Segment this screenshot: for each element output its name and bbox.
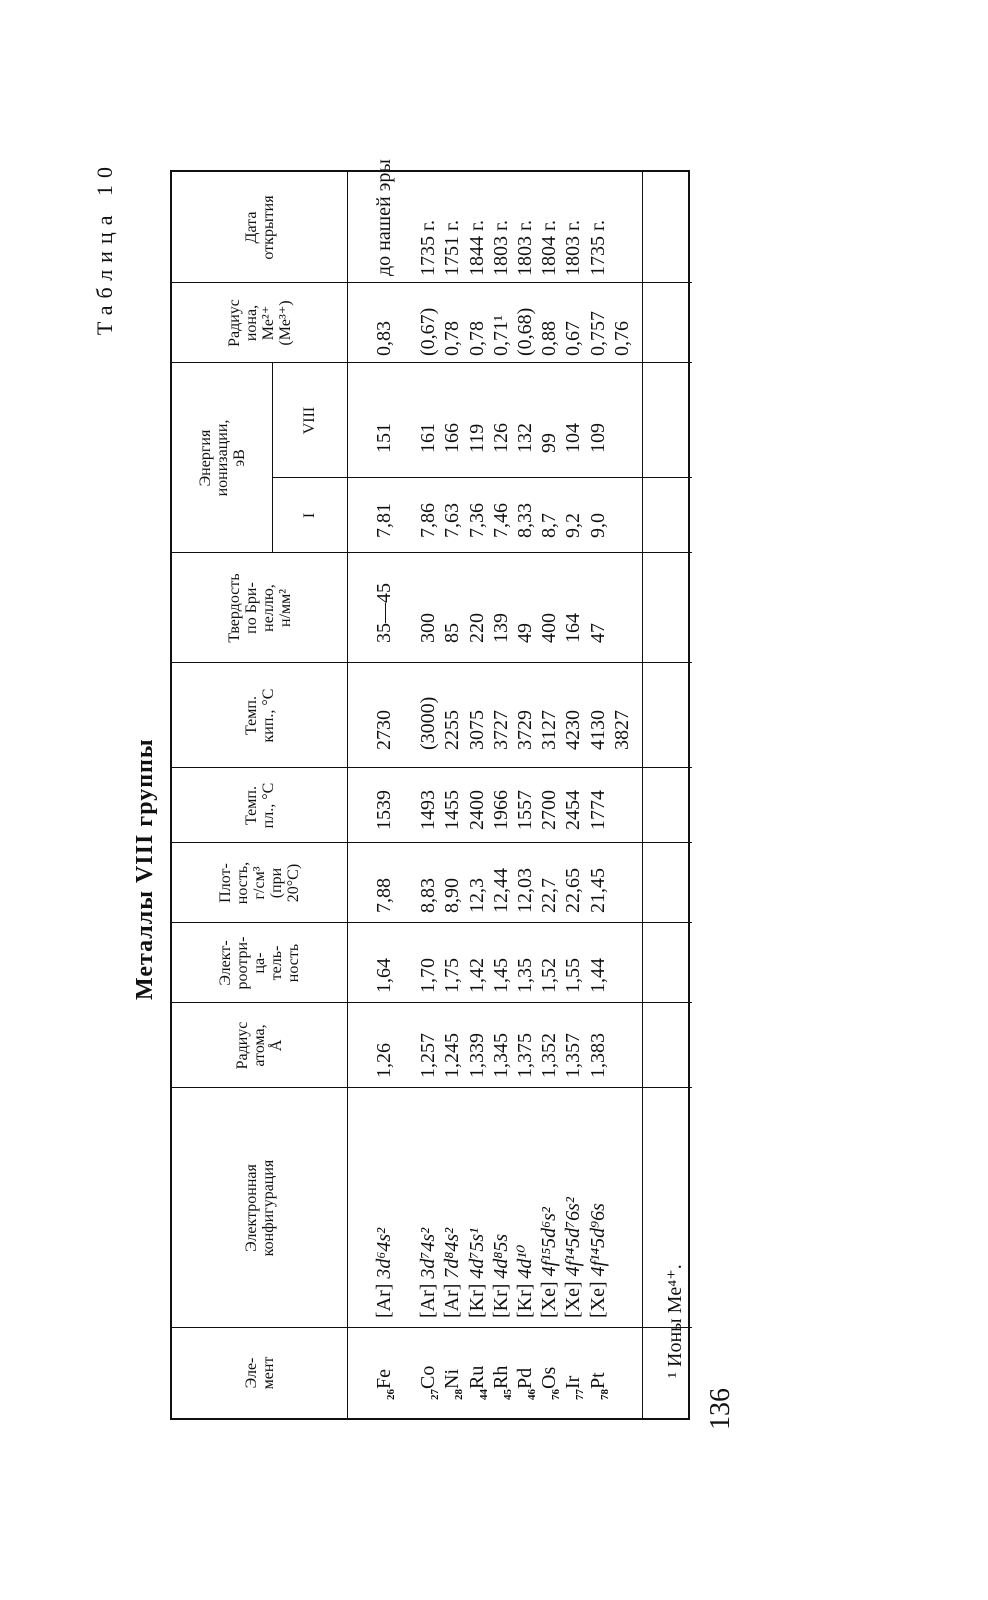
ionization-i [561, 503, 585, 538]
brinell-hardness-value: 164 [562, 613, 585, 643]
ionization-viii-value: 99 [538, 433, 561, 453]
element-name: Ru [465, 1365, 488, 1389]
ionization-i-value: 7,36 [465, 503, 488, 538]
boiling-point-value: 3075 [465, 710, 488, 750]
discovery-date-value: 1803 г. [562, 220, 585, 276]
brinell-hardness-value: 220 [465, 613, 488, 643]
brinell-hardness [561, 583, 585, 643]
density [372, 868, 396, 913]
data-table [170, 159, 690, 1420]
melting-point-value: 1557 [513, 790, 536, 830]
ionization-viii [440, 423, 464, 453]
noble-core: [Ar] [441, 1278, 464, 1318]
atom-radius [537, 1033, 561, 1078]
atomic-number: 78 [598, 1389, 611, 1400]
ion-radius [440, 308, 464, 356]
atom-radius [465, 1033, 489, 1078]
ionization-i-value: 7,46 [489, 503, 512, 538]
electronegativity [537, 958, 561, 993]
column-ion-i [372, 503, 610, 538]
ionization-viii-value: 151 [373, 423, 395, 453]
discovery-date-value: 1751 г. [441, 220, 464, 276]
ionization-viii-value: 126 [489, 423, 512, 453]
ion-radius-value: 0,757 [586, 311, 609, 356]
discovery-date [586, 159, 610, 276]
boiling-point [513, 697, 537, 750]
column-ion-radius [372, 308, 634, 356]
discovery-date [372, 159, 396, 276]
melting-point [372, 790, 396, 830]
boiling-point [372, 697, 396, 750]
melting-point [489, 790, 513, 830]
ion-radius [586, 308, 610, 356]
electronegativity [465, 958, 489, 993]
noble-core: [Ar] [417, 1278, 440, 1318]
valence-config: 4f¹⁴5d⁹6s [586, 1203, 609, 1277]
brinell-hardness-value: 139 [489, 613, 512, 643]
boiling-point-value: 3827 [610, 710, 633, 750]
valence-config: 3d⁷4s² [417, 1227, 440, 1279]
atom-radius-value: 1,383 [586, 1033, 609, 1078]
brinell-hardness-value: 400 [538, 613, 561, 643]
melting-point-value: 1455 [441, 790, 464, 830]
electronegativity-value: 1,52 [538, 958, 561, 993]
ionization-i-value: 8,7 [538, 513, 561, 538]
ion-radius-value: (0,67) [417, 307, 440, 356]
ion-radius [372, 308, 396, 356]
column-config [372, 1197, 610, 1318]
electronegativity [416, 958, 440, 993]
ionization-viii [372, 423, 396, 453]
brinell-hardness-value: 35—45 [373, 583, 395, 643]
discovery-date-value: 1735 г. [586, 220, 609, 276]
ionization-i-value: 8,33 [513, 503, 536, 538]
electronegativity [372, 958, 396, 993]
density-value: 12,44 [489, 868, 512, 913]
discovery-date [465, 159, 489, 276]
noble-core: [Xe] [586, 1276, 609, 1318]
electron-config [513, 1197, 537, 1318]
ion-radius-value: 0,78 [465, 321, 488, 356]
electronegativity-value: 1,44 [586, 958, 609, 993]
header-discovery: Дата открытия [242, 195, 277, 260]
boiling-point [489, 697, 513, 750]
ionization-viii-value: 166 [441, 423, 464, 453]
atom-radius-value: 1,26 [373, 1043, 395, 1078]
atom-radius-value: 1,245 [441, 1033, 464, 1078]
noble-core: [Xe] [538, 1276, 561, 1318]
discovery-date-value: 1803 г. [489, 220, 512, 276]
electron-config [440, 1197, 464, 1318]
header-density: Плот- ность, г/см³ (при 20°С) [217, 861, 302, 905]
melting-point-value: 1774 [586, 790, 609, 830]
atom-radius [513, 1033, 537, 1078]
valence-config: 4f¹⁴5d⁷6s² [562, 1197, 585, 1277]
ionization-i [489, 503, 513, 538]
footnote-rule [642, 172, 643, 1418]
element-name: Os [538, 1366, 561, 1389]
boiling-point [610, 697, 634, 750]
electronegativity-value: 1,75 [441, 958, 464, 993]
melting-point [440, 790, 464, 830]
header-ion-radius: Радиус иона, Me²⁺ (Me³⁺) [225, 299, 294, 347]
noble-core: [Kr] [465, 1278, 488, 1318]
brinell-hardness [440, 583, 464, 643]
ionization-viii [561, 423, 585, 453]
ionization-viii [465, 423, 489, 453]
ionization-viii [586, 423, 610, 453]
atom-radius-value: 1,257 [417, 1033, 440, 1078]
column-melt [372, 790, 610, 830]
density-value: 22,65 [562, 868, 585, 913]
electron-config [465, 1197, 489, 1318]
melting-point-value: 2400 [465, 790, 488, 830]
atom-radius [561, 1033, 585, 1078]
ion-radius-value: 0,78 [441, 321, 464, 356]
electronegativity [561, 958, 585, 993]
atomic-number: 27 [429, 1389, 442, 1400]
ion-radius-value: 0,83 [373, 321, 395, 356]
header-ion-i: I [301, 512, 318, 519]
electron-config [586, 1197, 610, 1318]
ionization-viii [416, 423, 440, 453]
boiling-point-value: 3729 [513, 710, 536, 750]
melting-point [513, 790, 537, 830]
ionization-viii [537, 423, 561, 453]
column-hardness [372, 583, 610, 643]
density [465, 868, 489, 913]
footnote: ¹ Ионы Me⁴⁺. [664, 1264, 686, 1378]
boiling-point-value: 3127 [538, 710, 561, 750]
ionization-viii-value: 109 [586, 423, 609, 453]
boiling-point [586, 697, 610, 750]
boiling-point-value: 4130 [586, 710, 609, 750]
electronegativity-value: 1,70 [417, 958, 440, 993]
density [416, 868, 440, 913]
brinell-hardness [465, 583, 489, 643]
electronegativity-value: 1,35 [513, 958, 536, 993]
boiling-point [416, 697, 440, 750]
boiling-point-value: 3727 [489, 710, 512, 750]
discovery-date [561, 159, 585, 276]
boiling-point-value: 4230 [562, 710, 585, 750]
noble-core: [Ar] [373, 1278, 395, 1318]
discovery-date [537, 159, 561, 276]
column-discovery [372, 159, 610, 276]
header-ionization: Энергия ионизации, эВ [196, 419, 248, 497]
ion-radius-value: 0,67 [562, 321, 585, 356]
discovery-date [489, 159, 513, 276]
ion-radius [416, 308, 440, 356]
header-boil: Темп. кип., °С [242, 688, 277, 743]
noble-core: [Kr] [489, 1278, 512, 1318]
atomic-number: 28 [453, 1389, 466, 1400]
header-config: Электронная конфигурация [242, 1159, 277, 1257]
header-hardness: Твердость по Бри- неллю, н/мм² [225, 573, 294, 643]
ionization-i [513, 503, 537, 538]
discovery-date-value: 1735 г. [417, 220, 440, 276]
boiling-point-value: (3000) [417, 696, 440, 750]
electronegativity [440, 958, 464, 993]
boiling-point-value: 2255 [441, 710, 464, 750]
electron-config [537, 1197, 561, 1318]
melting-point [416, 790, 440, 830]
density-value: 8,90 [441, 878, 464, 913]
atom-radius [440, 1033, 464, 1078]
density-value: 7,88 [373, 878, 395, 913]
density-value: 8,83 [417, 878, 440, 913]
brinell-hardness [586, 583, 610, 643]
element-symbol [561, 1366, 585, 1400]
ion-radius-value: (0,68) [513, 307, 536, 356]
melting-point-value: 1493 [417, 790, 440, 830]
density-value: 22,7 [538, 878, 561, 913]
brinell-hardness [513, 583, 537, 643]
ionization-i-value: 9,0 [586, 513, 609, 538]
element-symbol [489, 1366, 513, 1400]
atom-radius [489, 1033, 513, 1078]
boiling-point [440, 697, 464, 750]
discovery-date-value: до нашей эры [373, 159, 395, 276]
ionization-viii-value: 132 [513, 423, 536, 453]
ion-radius-value: 0,76 [610, 321, 633, 356]
density [537, 868, 561, 913]
ionization-i-value: 7,63 [441, 503, 464, 538]
ion-radius [489, 308, 513, 356]
ion-radius [561, 308, 585, 356]
header-rule [347, 172, 348, 1418]
header-melt: Темп. пл., °С [242, 782, 277, 829]
atomic-number: 46 [525, 1389, 538, 1400]
density [561, 868, 585, 913]
brinell-hardness [489, 583, 513, 643]
electronegativity-value: 1,45 [489, 958, 512, 993]
discovery-date-value: 1804 г. [538, 220, 561, 276]
ionization-i [586, 503, 610, 538]
ion-radius [513, 308, 537, 356]
ion-radius [537, 308, 561, 356]
electronegativity-value: 1,42 [465, 958, 488, 993]
boiling-point [537, 697, 561, 750]
ion-radius-value: 0,88 [538, 321, 561, 356]
valence-config: 4d⁸5s [489, 1233, 512, 1279]
electronegativity [586, 958, 610, 993]
ion-radius [465, 308, 489, 356]
element-name: Co [417, 1365, 440, 1389]
brinell-hardness-value: 49 [513, 623, 536, 643]
ionization-i [465, 503, 489, 538]
header-electroneg: Элект- роотри- ца- тель- ность [217, 936, 302, 990]
electron-config [489, 1197, 513, 1318]
melting-point-value: 1539 [373, 790, 395, 830]
element-name: Ir [562, 1375, 585, 1389]
column-electroneg [372, 958, 610, 993]
element-name: Fe [373, 1369, 395, 1389]
column-element [372, 1366, 610, 1400]
atomic-number: 44 [477, 1389, 490, 1400]
brinell-hardness [372, 583, 396, 643]
brinell-hardness [416, 583, 440, 643]
brinell-hardness-value: 85 [441, 623, 464, 643]
atomic-number: 26 [385, 1389, 397, 1400]
discovery-date-value: 1844 г. [465, 220, 488, 276]
atom-radius-value: 1,357 [562, 1033, 585, 1078]
atom-radius-value: 1,352 [538, 1033, 561, 1078]
brinell-hardness-value: 300 [417, 613, 440, 643]
noble-core: [Xe] [562, 1276, 585, 1318]
density [440, 868, 464, 913]
element-symbol [513, 1366, 537, 1400]
column-boil [372, 697, 634, 750]
element-symbol [440, 1366, 464, 1400]
discovery-date-value: 1803 г. [513, 220, 536, 276]
atom-radius-value: 1,375 [513, 1033, 536, 1078]
atomic-number: 45 [501, 1389, 514, 1400]
page-number: 136 [705, 1388, 736, 1430]
ionization-viii-value: 119 [465, 423, 488, 453]
electron-config [416, 1197, 440, 1318]
discovery-date [416, 159, 440, 276]
column-radius [372, 1033, 610, 1078]
density [586, 868, 610, 913]
ionization-i-value: 7,86 [417, 503, 440, 538]
ionization-i [440, 503, 464, 538]
element-name: Pd [513, 1367, 536, 1389]
column-density [372, 868, 610, 913]
header-radius: Радиус атома, Å [234, 1021, 285, 1070]
element-symbol [372, 1366, 396, 1400]
table-title: Металлы VIII группы [132, 738, 158, 1000]
discovery-date [440, 159, 464, 276]
element-symbol [416, 1366, 440, 1400]
brinell-hardness-value: 47 [586, 623, 609, 643]
electron-config [561, 1197, 585, 1318]
valence-config: 7d⁸4s² [441, 1227, 464, 1279]
atom-radius [372, 1033, 396, 1078]
atom-radius [416, 1033, 440, 1078]
density-value: 12,3 [465, 878, 488, 913]
ionization-viii-value: 161 [417, 423, 440, 453]
ionization-i [416, 503, 440, 538]
density-value: 12,03 [513, 868, 536, 913]
density-value: 21,45 [586, 868, 609, 913]
valence-config: 4f¹⁵5d⁶s² [538, 1207, 561, 1277]
electronegativity [489, 958, 513, 993]
table-caption: Таблица 10 [92, 160, 117, 336]
column-ion-viii [372, 423, 610, 453]
ionization-i [537, 503, 561, 538]
electronegativity [513, 958, 537, 993]
electron-config [372, 1197, 396, 1318]
boiling-point [465, 697, 489, 750]
valence-config: 4d⁷5s¹ [465, 1227, 488, 1279]
electronegativity-value: 1,64 [373, 958, 395, 993]
valence-config: 3d⁶4s² [373, 1227, 395, 1279]
ionization-i-value: 9,2 [562, 513, 585, 538]
noble-core: [Kr] [513, 1278, 536, 1318]
atom-radius [586, 1033, 610, 1078]
melting-point-value: 1966 [489, 790, 512, 830]
density [489, 868, 513, 913]
rotated-page [90, 140, 930, 1430]
element-symbol [537, 1366, 561, 1400]
element-name: Ni [441, 1369, 464, 1389]
density [513, 868, 537, 913]
melting-point-value: 2454 [562, 790, 585, 830]
element-name: Pt [586, 1372, 609, 1389]
atom-radius-value: 1,345 [489, 1033, 512, 1078]
ion-radius [610, 308, 634, 356]
header-element: Эле- мент [242, 1356, 277, 1390]
atomic-number: 76 [550, 1389, 563, 1400]
ionization-i-value: 7,81 [373, 503, 395, 538]
atomic-number: 77 [574, 1389, 587, 1400]
atom-radius-value: 1,339 [465, 1033, 488, 1078]
element-symbol [586, 1366, 610, 1400]
ionization-viii [513, 423, 537, 453]
discovery-date [513, 159, 537, 276]
brinell-hardness [537, 583, 561, 643]
valence-config: 4d¹⁰ [513, 1244, 536, 1279]
electronegativity-value: 1,55 [562, 958, 585, 993]
melting-point [586, 790, 610, 830]
ion-radius-value: 0,71¹ [489, 315, 512, 356]
melting-point [465, 790, 489, 830]
ionization-i [372, 503, 396, 538]
melting-point [561, 790, 585, 830]
melting-point [537, 790, 561, 830]
ionization-viii [489, 423, 513, 453]
element-symbol [465, 1366, 489, 1400]
header-ion-viii: VIII [301, 406, 318, 435]
ionization-viii-value: 104 [562, 423, 585, 453]
boiling-point-value: 2730 [373, 710, 395, 750]
melting-point-value: 2700 [538, 790, 561, 830]
element-name: Rh [489, 1365, 512, 1389]
boiling-point [561, 697, 585, 750]
